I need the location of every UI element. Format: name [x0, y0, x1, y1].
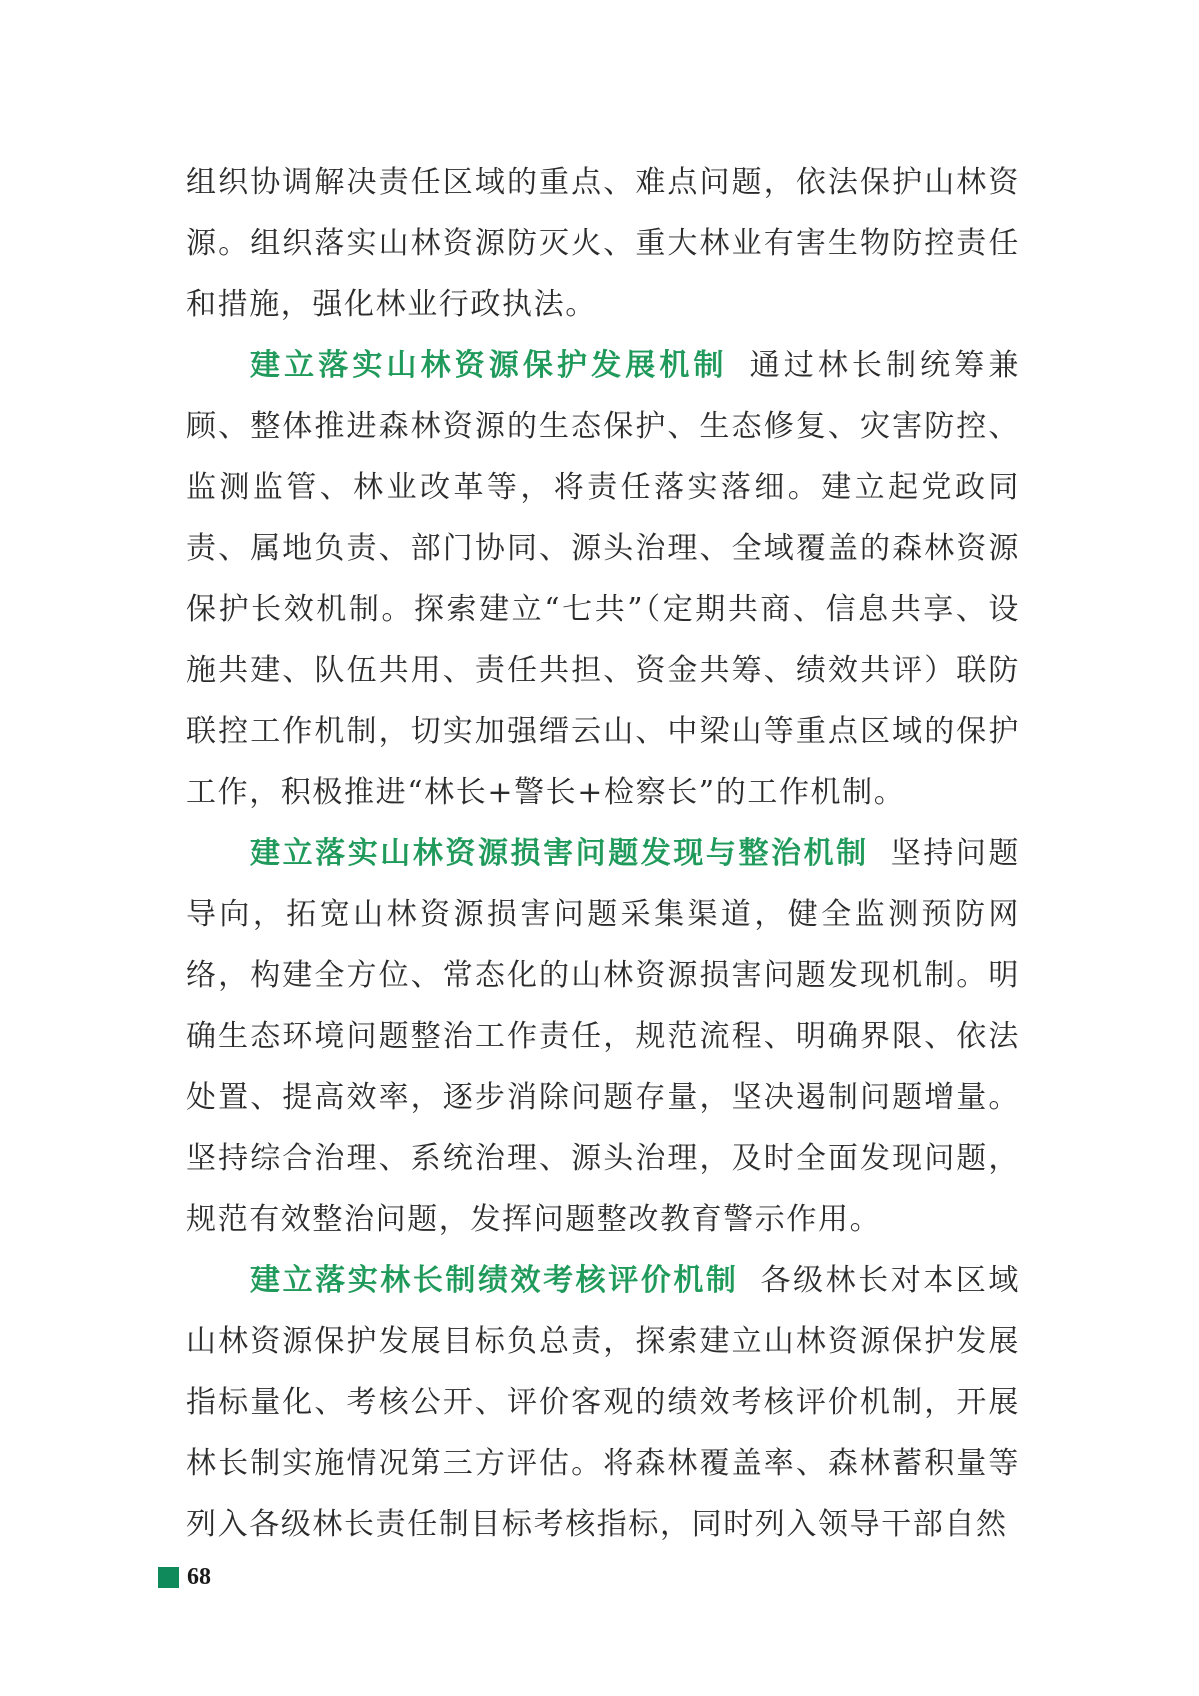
section-heading: 建立落实山林资源保护发展机制 [250, 348, 728, 383]
page-number: 68 [187, 1564, 211, 1590]
page-footer [158, 1564, 211, 1591]
section-heading: 建立落实林长制绩效考核评价机制 [250, 1263, 739, 1298]
green-square-icon [158, 1567, 179, 1588]
section-heading: 建立落实山林资源损害问题发现与整治机制 [250, 836, 869, 871]
paragraph-damage-mechanism [186, 823, 1020, 1250]
paragraph-text: 各级林长对本区域山林资源保护发展目标负总责，探索建立山林资源保护发展指标量化、考核公开、评价客观的绩效考核评价机制，开展林长制实施情况第三方评估。将森林覆盖率、森林蓄积量等列入各级林长责任制目标考核指标，同时列入领导干部自然 [186, 1263, 1020, 1542]
paragraph-text: 通过林长制统筹兼顾、整体推进森林资源的生态保护、生态修复、灾害防控、监测监管、林业改革等，将责任落实落细。建立起党政同责、属地负责、部门协同、源头治理、全域覆盖的森林资源保护长效机制。探索建立“七共”（定期共商、信息共享、设施共建、队伍共用、责任共担、资金共筹、绩效共评）联防联控工作机制，切实加强缙云山、中梁山等重点区域的保护工作，积极推进“林长+警长+检察长”的工作机制。 [186, 348, 1020, 810]
page-body [186, 152, 1020, 1555]
paragraph-protection-mechanism [186, 335, 1020, 823]
paragraph-text: 组织协调解决责任区域的重点、难点问题，依法保护山林资源。组织落实山林资源防灭火、重大林业有害生物防控责任和措施，强化林业行政执法。 [186, 165, 1020, 322]
paragraph-evaluation-mechanism [186, 1250, 1020, 1555]
paragraph-text: 坚持问题导向，拓宽山林资源损害问题采集渠道，健全监测预防网络，构建全方位、常态化的山林资源损害问题发现机制。明确生态环境问题整治工作责任，规范流程、明确界限、依法处置、提高效率，逐步消除问题存量，坚决遏制问题增量。坚持综合治理、系统治理、源头治理，及时全面发现问题，规范有效整治问题，发挥问题整改教育警示作用。 [186, 836, 1020, 1237]
paragraph-continuation [186, 152, 1020, 335]
